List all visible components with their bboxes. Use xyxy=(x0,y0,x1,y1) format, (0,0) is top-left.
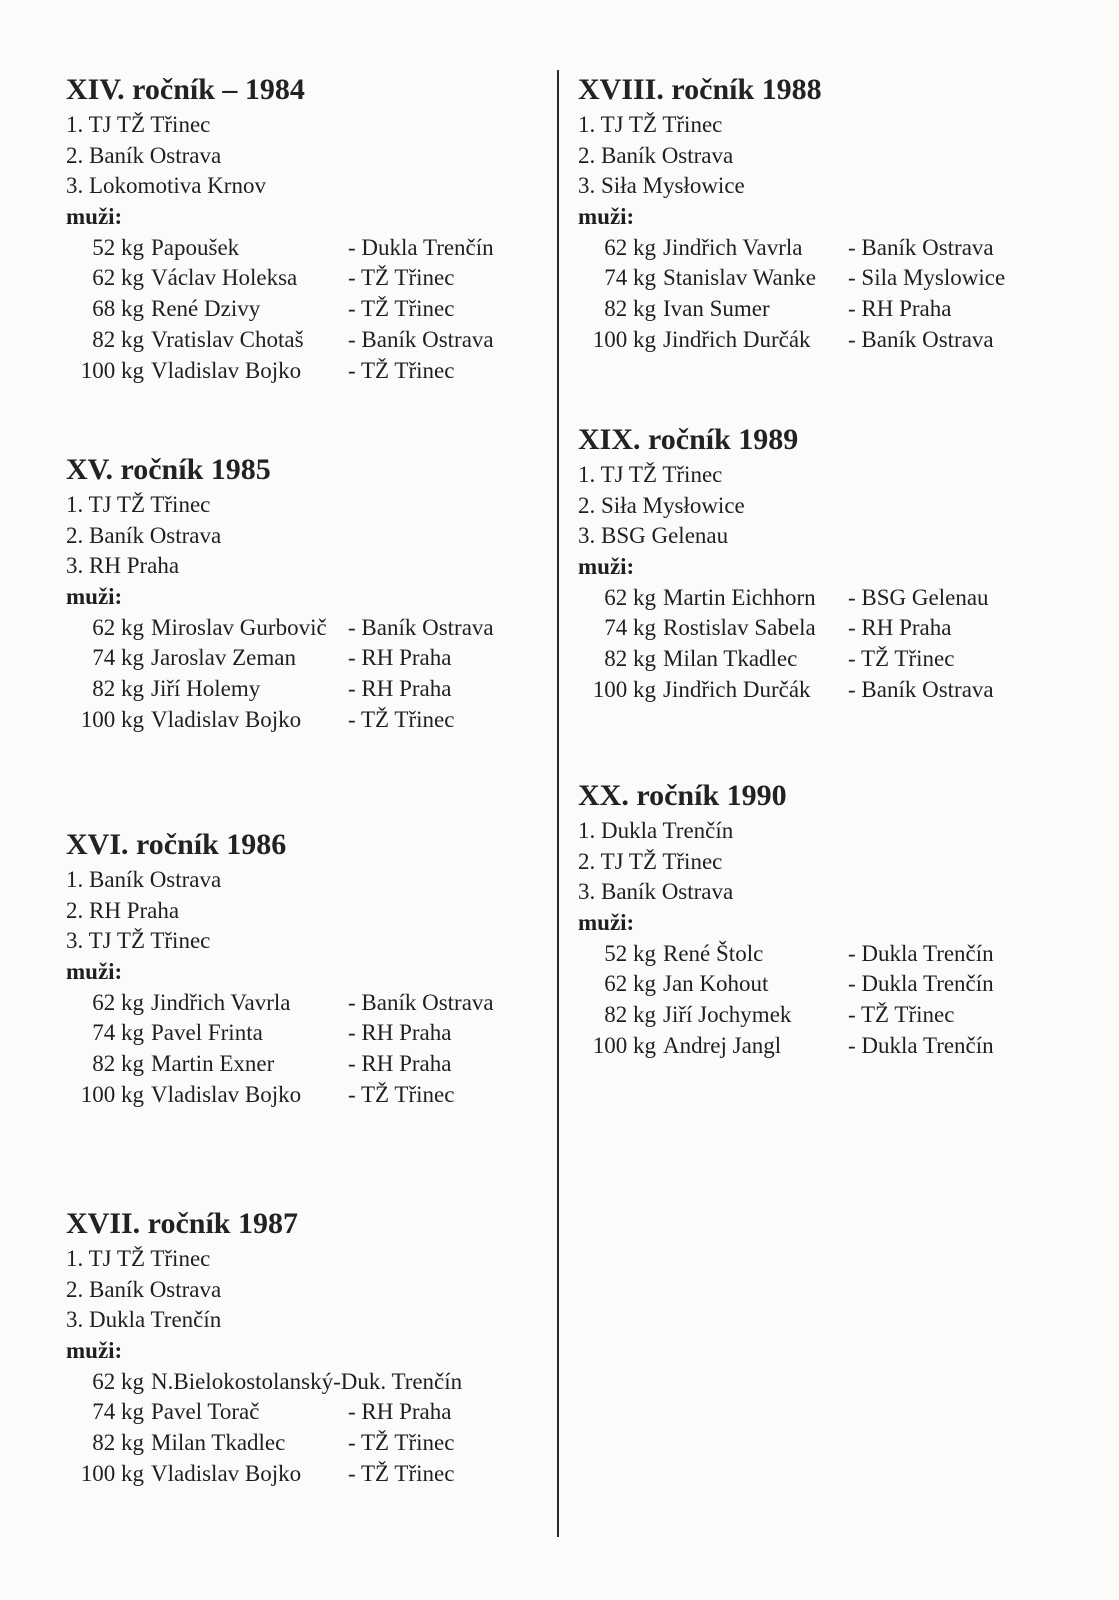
category-label: muži: xyxy=(66,204,123,230)
club-name: - RH Praha xyxy=(348,1051,452,1077)
club-name: -Duk. Trenčín xyxy=(333,1368,463,1394)
team-ranking-item: 1. Dukla Trenčín xyxy=(578,818,734,843)
club-name: - Baník Ostrava xyxy=(348,989,494,1015)
result-row xyxy=(578,1031,1078,1062)
athlete-cell xyxy=(66,674,260,705)
athlete-name: René Štolc xyxy=(663,940,764,966)
athlete-name: Ivan Sumer xyxy=(663,296,770,322)
athlete-cell xyxy=(66,294,260,325)
athlete-name: Jaroslav Zeman xyxy=(151,645,296,671)
result-row xyxy=(66,1018,546,1049)
club-name: - Dukla Trenčín xyxy=(348,234,494,260)
section-title: XVIII. ročník 1988 xyxy=(578,73,822,106)
athlete-name: Rostislav Sabela xyxy=(663,615,816,641)
year-section xyxy=(66,72,546,386)
weight-class: 82 kg xyxy=(92,1051,144,1077)
athlete-cell xyxy=(66,325,304,356)
weight-class: 74 kg xyxy=(604,615,656,641)
result-row xyxy=(66,1367,546,1398)
year-section xyxy=(66,827,546,1111)
result-row xyxy=(578,325,1078,356)
section-title: XV. ročník 1985 xyxy=(66,453,271,486)
result-row xyxy=(578,263,1078,294)
club-name: - Baník Ostrava xyxy=(348,326,494,352)
year-section xyxy=(66,1206,546,1490)
club-name: - TŽ Třinec xyxy=(348,706,455,732)
weight-class: 62 kg xyxy=(92,989,144,1015)
club-name: - TŽ Třinec xyxy=(848,646,955,672)
weight-class: 74 kg xyxy=(92,1399,144,1425)
team-ranking-item: 1. TJ TŽ Třinec xyxy=(578,462,723,487)
result-row xyxy=(66,643,546,674)
team-ranking-item: 1. TJ TŽ Třinec xyxy=(66,492,211,517)
section-title: XVII. ročník 1987 xyxy=(66,1207,298,1240)
athlete-cell xyxy=(578,675,811,706)
athlete-cell xyxy=(66,1367,462,1398)
athlete-cell xyxy=(578,294,770,325)
weight-class: 52 kg xyxy=(604,940,656,966)
result-row xyxy=(66,325,546,356)
result-row xyxy=(66,988,546,1019)
team-ranking-item: 2. RH Praha xyxy=(66,897,180,923)
club-name: - RH Praha xyxy=(348,1020,452,1046)
result-row xyxy=(578,939,1078,970)
column-divider xyxy=(557,70,559,1537)
team-ranking-item: 1. Baník Ostrava xyxy=(66,867,222,892)
section-title: XX. ročník 1990 xyxy=(578,779,787,812)
weight-class: 62 kg xyxy=(604,234,656,260)
club-name: - RH Praha xyxy=(848,615,952,641)
athlete-name: Pavel Frinta xyxy=(151,1020,263,1046)
result-row xyxy=(66,294,546,325)
section-title: XIV. ročník – 1984 xyxy=(66,73,305,106)
athlete-name: Václav Holeksa xyxy=(151,265,298,291)
category-label: muži: xyxy=(66,584,123,610)
result-row xyxy=(578,1000,1078,1031)
club-name: - Baník Ostrava xyxy=(848,234,994,260)
club-name: - RH Praha xyxy=(348,1399,452,1425)
athlete-name: Martin Eichhorn xyxy=(663,584,816,610)
club-name: - TŽ Třinec xyxy=(348,265,455,291)
athlete-name: René Dzivy xyxy=(151,296,261,322)
team-ranking-item: 3. Dukla Trenčín xyxy=(66,1307,222,1333)
athlete-name: Jan Kohout xyxy=(663,971,769,997)
athlete-cell xyxy=(578,325,811,356)
team-ranking-item: 3. Lokomotiva Krnov xyxy=(66,173,266,199)
athlete-name: Jiří Jochymek xyxy=(663,1002,792,1028)
athlete-cell xyxy=(66,613,327,644)
club-name: - BSG Gelenau xyxy=(848,584,989,610)
result-row xyxy=(66,1428,546,1459)
team-ranking-item: 2. Baník Ostrava xyxy=(66,142,222,168)
result-row xyxy=(66,1397,546,1428)
athlete-name: Jindřich Vavrla xyxy=(663,234,803,260)
club-name: - TŽ Třinec xyxy=(348,1460,455,1486)
team-ranking-item: 2. TJ TŽ Třinec xyxy=(578,848,723,874)
athlete-cell xyxy=(578,233,802,264)
result-row xyxy=(578,675,1078,706)
club-name: - RH Praha xyxy=(348,645,452,671)
athlete-name: Milan Tkadlec xyxy=(663,646,798,672)
athlete-cell xyxy=(66,1080,301,1111)
athlete-name: Vladislav Bojko xyxy=(151,706,302,732)
result-row xyxy=(66,613,546,644)
weight-class: 52 kg xyxy=(92,234,144,260)
club-name: - Baník Ostrava xyxy=(848,326,994,352)
section-title: XIX. ročník 1989 xyxy=(578,423,799,456)
weight-class: 62 kg xyxy=(92,614,144,640)
weight-class: 82 kg xyxy=(92,326,144,352)
result-row xyxy=(578,583,1078,614)
athlete-name: Jindřich Vavrla xyxy=(151,989,291,1015)
team-ranking-item: 2. Baník Ostrava xyxy=(66,522,222,548)
weight-class: 82 kg xyxy=(92,676,144,702)
athlete-name: Stanislav Wanke xyxy=(663,265,816,291)
club-name: - Dukla Trenčín xyxy=(848,971,994,997)
athlete-cell xyxy=(66,1049,274,1080)
team-ranking-item: 2. Baník Ostrava xyxy=(66,1276,222,1302)
category-label: muži: xyxy=(66,1338,123,1364)
team-ranking-item: 3. RH Praha xyxy=(66,553,180,579)
athlete-cell xyxy=(66,1397,259,1428)
club-name: - TŽ Třinec xyxy=(348,1430,455,1456)
club-name: - Baník Ostrava xyxy=(848,676,994,702)
weight-class: 62 kg xyxy=(92,265,144,291)
team-ranking-item: 3. Siła Mysłowice xyxy=(578,173,745,199)
weight-class: 68 kg xyxy=(92,296,144,322)
team-ranking-item: 2. Baník Ostrava xyxy=(578,142,734,168)
athlete-cell xyxy=(66,988,290,1019)
athlete-name: Milan Tkadlec xyxy=(151,1430,286,1456)
club-name: - Dukla Trenčín xyxy=(848,940,994,966)
club-name: - TŽ Třinec xyxy=(348,357,455,383)
club-name: - TŽ Třinec xyxy=(348,1081,455,1107)
weight-class: 74 kg xyxy=(92,1020,144,1046)
result-row xyxy=(66,674,546,705)
weight-class: 82 kg xyxy=(604,1002,656,1028)
category-label: muži: xyxy=(66,959,123,985)
team-ranking-item: 1. TJ TŽ Třinec xyxy=(66,1246,211,1271)
athlete-cell xyxy=(578,1031,781,1062)
result-row xyxy=(66,1080,546,1111)
weight-class: 100 kg xyxy=(80,1081,144,1107)
athlete-name: N.Bielokostolanský xyxy=(151,1368,334,1394)
club-name: - Sila Myslowice xyxy=(848,265,1006,291)
weight-class: 100 kg xyxy=(80,706,144,732)
weight-class: 100 kg xyxy=(80,357,144,383)
weight-class: 62 kg xyxy=(604,971,656,997)
athlete-cell xyxy=(66,233,239,264)
result-row xyxy=(578,613,1078,644)
athlete-name: Jiří Holemy xyxy=(151,676,261,702)
result-row xyxy=(66,356,546,387)
team-ranking-item: 3. BSG Gelenau xyxy=(578,523,729,549)
athlete-name: Pavel Torač xyxy=(151,1399,260,1425)
club-name: - Dukla Trenčín xyxy=(848,1032,994,1058)
club-name: - RH Praha xyxy=(848,296,952,322)
result-row xyxy=(578,969,1078,1000)
athlete-name: Andrej Jangl xyxy=(663,1032,782,1058)
athlete-name: Vratislav Chotaš xyxy=(151,326,304,352)
athlete-name: Vladislav Bojko xyxy=(151,1081,302,1107)
club-name: - RH Praha xyxy=(348,676,452,702)
athlete-cell xyxy=(66,356,301,387)
team-ranking-item: 3. Baník Ostrava xyxy=(578,879,734,905)
team-ranking-item: 2. Siła Mysłowice xyxy=(578,492,745,518)
weight-class: 74 kg xyxy=(604,265,656,291)
year-section xyxy=(578,72,1078,356)
section-title: XVI. ročník 1986 xyxy=(66,828,287,861)
year-section xyxy=(578,778,1078,1062)
category-label: muži: xyxy=(578,204,635,230)
weight-class: 82 kg xyxy=(604,296,656,322)
category-label: muži: xyxy=(578,910,635,936)
year-section xyxy=(66,452,546,736)
team-ranking-item: 3. TJ TŽ Třinec xyxy=(66,928,211,954)
weight-class: 62 kg xyxy=(92,1368,144,1394)
result-row xyxy=(66,263,546,294)
athlete-cell xyxy=(578,644,797,675)
category-label: muži: xyxy=(578,554,635,580)
club-name: - TŽ Třinec xyxy=(848,1002,955,1028)
result-row xyxy=(66,705,546,736)
club-name: - Baník Ostrava xyxy=(348,614,494,640)
athlete-name: Martin Exner xyxy=(151,1051,275,1077)
weight-class: 100 kg xyxy=(80,1460,144,1486)
athlete-cell xyxy=(578,969,768,1000)
team-ranking-item: 1. TJ TŽ Třinec xyxy=(578,112,723,137)
weight-class: 100 kg xyxy=(592,676,656,702)
athlete-cell xyxy=(578,613,816,644)
athlete-cell xyxy=(578,263,816,294)
result-row xyxy=(66,233,546,264)
athlete-name: Vladislav Bojko xyxy=(151,357,302,383)
athlete-name: Vladislav Bojko xyxy=(151,1460,302,1486)
weight-class: 100 kg xyxy=(592,1032,656,1058)
athlete-cell xyxy=(66,1018,263,1049)
athlete-cell xyxy=(578,583,816,614)
athlete-cell xyxy=(66,705,301,736)
result-row xyxy=(66,1049,546,1080)
weight-class: 82 kg xyxy=(604,646,656,672)
weight-class: 100 kg xyxy=(592,326,656,352)
athlete-name: Papoušek xyxy=(151,234,240,260)
athlete-cell xyxy=(578,939,763,970)
athlete-cell xyxy=(66,1459,301,1490)
athlete-cell xyxy=(578,1000,791,1031)
year-section xyxy=(578,422,1078,706)
club-name: - TŽ Třinec xyxy=(348,296,455,322)
athlete-name: Miroslav Gurbovič xyxy=(151,614,327,640)
result-row xyxy=(578,644,1078,675)
athlete-cell xyxy=(66,263,297,294)
weight-class: 74 kg xyxy=(92,645,144,671)
result-row xyxy=(578,294,1078,325)
athlete-cell xyxy=(66,1428,285,1459)
result-row xyxy=(578,233,1078,264)
weight-class: 62 kg xyxy=(604,584,656,610)
team-ranking-item: 1. TJ TŽ Třinec xyxy=(66,112,211,137)
athlete-name: Jindřich Durčák xyxy=(663,676,811,702)
athlete-cell xyxy=(66,643,296,674)
athlete-name: Jindřich Durčák xyxy=(663,326,811,352)
weight-class: 82 kg xyxy=(92,1430,144,1456)
result-row xyxy=(66,1459,546,1490)
